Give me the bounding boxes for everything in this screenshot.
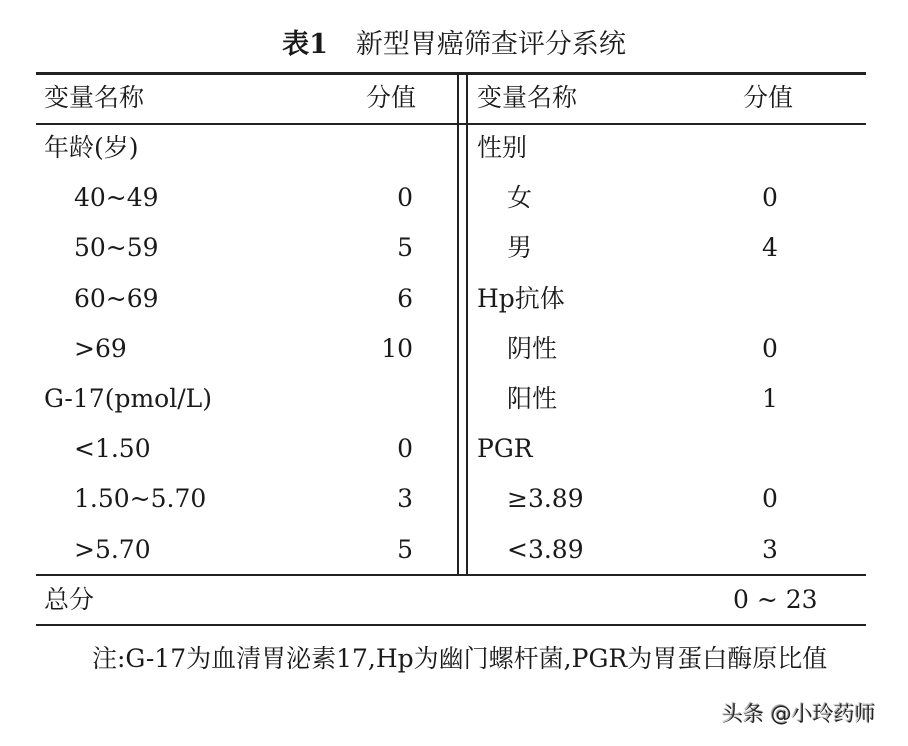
right-row-score: 0 — [762, 183, 778, 213]
right-row-score: 0 — [762, 333, 778, 363]
right-row-name: PGR — [477, 434, 533, 464]
header-score-right: 分值 — [743, 83, 794, 112]
left-row-name: 40~49 — [74, 183, 159, 213]
right-row-name: ≥3.89 — [507, 484, 584, 514]
left-row-name: >69 — [74, 333, 127, 363]
divider-left — [457, 73, 459, 575]
top-rule — [36, 72, 866, 75]
right-row-score: 0 — [762, 484, 778, 514]
right-row-name: <3.89 — [507, 534, 584, 564]
left-row-name: 年龄(岁) — [44, 133, 139, 162]
total-value: 0 ~ 23 — [733, 585, 818, 614]
right-row-name: 男 — [507, 233, 533, 263]
right-row-score: 3 — [762, 534, 778, 564]
table-note: 注:G-17为血清胃泌素17,Hp为幽门螺杆菌,PGR为胃蛋白酶原比值 — [92, 644, 828, 673]
table-number: 表1 — [282, 29, 328, 60]
right-row-score: 4 — [762, 233, 778, 263]
divider-right — [466, 73, 468, 575]
body-rule — [36, 574, 866, 576]
left-row-score: 10 — [381, 333, 413, 363]
header-score-left: 分值 — [366, 83, 417, 112]
table-title — [0, 22, 908, 61]
bottom-rule — [36, 624, 866, 626]
left-row-score: 5 — [397, 534, 413, 564]
left-row-score: 0 — [397, 183, 413, 213]
left-row-score: 0 — [397, 434, 413, 464]
left-row-score: 6 — [397, 283, 413, 313]
watermark: 头条 @小玲药师 — [722, 702, 876, 726]
left-row-name: 50~59 — [74, 233, 159, 263]
right-row-name: 阳性 — [507, 384, 558, 413]
header-var-left: 变量名称 — [44, 83, 145, 112]
total-label: 总分 — [44, 585, 95, 614]
left-row-score: 5 — [397, 233, 413, 263]
header-rule — [36, 123, 866, 125]
right-row-name: 女 — [507, 183, 533, 213]
left-row-name: <1.50 — [74, 434, 151, 464]
left-row-name: G-17(pmol/L) — [44, 384, 212, 413]
left-row-name: 1.50~5.70 — [74, 484, 207, 514]
header-var-right: 变量名称 — [477, 83, 578, 112]
left-row-score: 3 — [397, 484, 413, 514]
left-row-name: >5.70 — [74, 534, 151, 564]
right-row-name: Hp抗体 — [477, 283, 565, 313]
table-title-text: 新型胃癌筛查评分系统 — [355, 29, 626, 60]
left-row-name: 60~69 — [74, 283, 159, 313]
right-row-name: 阴性 — [507, 333, 558, 363]
right-row-name: 性别 — [477, 133, 528, 162]
right-row-score: 1 — [762, 384, 778, 413]
